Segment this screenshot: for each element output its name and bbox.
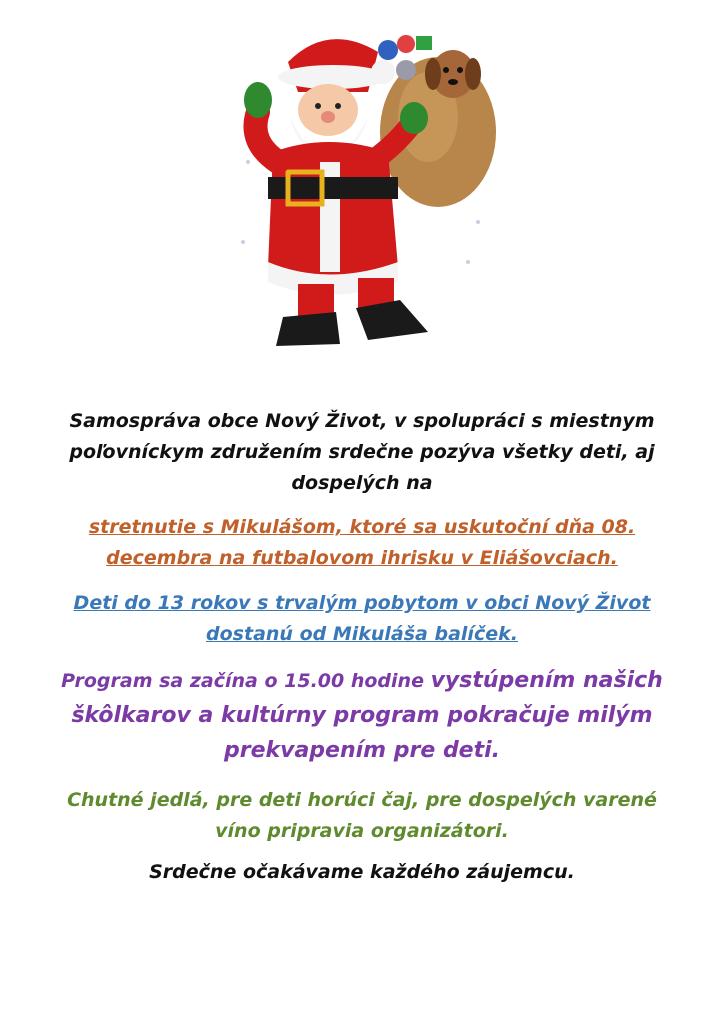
intro-paragraph: Samospráva obce Nový Život, v spolupráci s miestnym poľovníckym združením srdečne pozýva všetky deti, aj dospelých na: [69, 410, 655, 494]
food-paragraph: Chutné jedlá, pre deti horúci čaj, pre dospelých varené víno pripravia organizátori.: [67, 789, 657, 842]
children-gift-paragraph: Deti do 13 rokov s trvalým pobytom v obci Nový Život dostanú od Mikuláša balíček.: [73, 592, 651, 645]
program-rest-text: vystúpením našich škôlkarov a kultúrny program pokračuje milým prekvapením pre deti.: [71, 668, 663, 763]
meeting-paragraph: stretnutie s Mikulášom, ktoré sa uskutoční dňa 08. decembra na futbalovom ihrisku v Eliášovciach.: [88, 516, 636, 569]
program-start-text: Program sa začína o 15.00 hodine: [61, 670, 431, 692]
santa-illustration: [228, 22, 498, 356]
closing-paragraph: Srdečne očakávame každého záujemcu.: [149, 861, 575, 883]
program-paragraph: [60, 664, 664, 769]
